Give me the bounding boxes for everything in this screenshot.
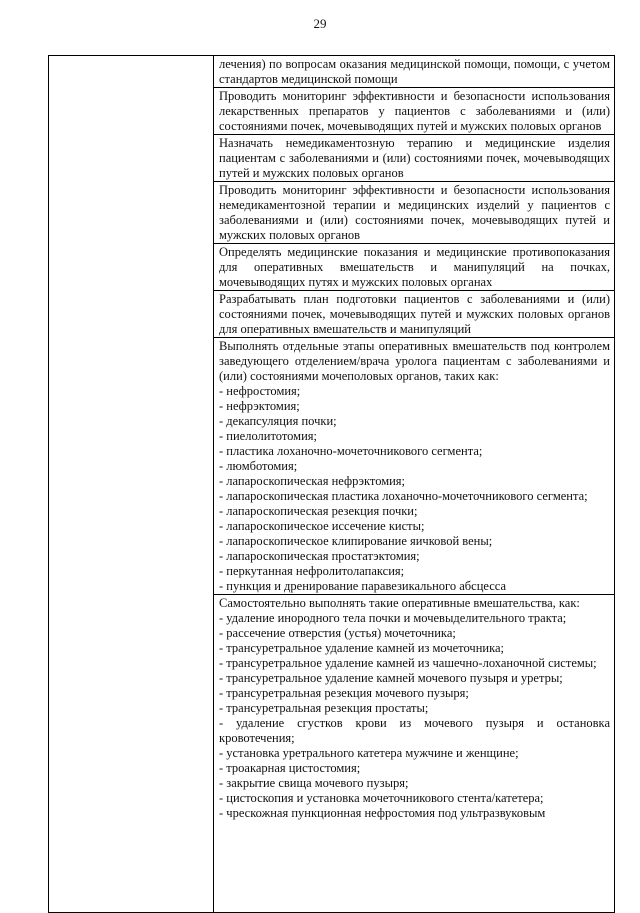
list-item: - пиелолитотомия; [219,429,317,443]
list-item: - люмботомия; [219,459,298,473]
competency-table [48,55,615,913]
table-row [214,338,614,595]
list-item: - нефростомия; [219,384,301,398]
table-left-column [49,56,214,912]
row-paragraph: Проводить мониторинг эффективности и безопасности использования лекарственных препаратов у пациентов с заболеваниями и (или) состояниями почек, мочевыводящих путей и мужских половых органов [219,89,610,133]
table-row [214,291,614,338]
list-item: - декапсуляция почки; [219,414,337,428]
table-row [214,56,614,88]
list-item: - установка уретрального катетера мужчине и женщине; [219,746,519,760]
list-item: - трансуретральное удаление камней из чашечно-лоханочной системы; [219,656,597,670]
list-item: - чрескожная пункционная нефростомия под ультразвуковым [219,806,546,820]
list-item: - трансуретральная резекция мочевого пузыря; [219,686,469,700]
row-paragraph: Самостоятельно выполнять такие оперативные вмешательства, как: [219,596,580,610]
list-item: - трансуретральная резекция простаты; [219,701,429,715]
row-paragraph: Проводить мониторинг эффективности и безопасности использования немедикаментозной терапии и медицинских изделий у пациентов с заболеваниями и (или) состояниями почек, мочевыводящих путей и мужских половых органов [219,183,610,242]
procedure-list [219,384,610,594]
page-number: 29 [313,16,327,31]
row-paragraph: лечения) по вопросам оказания медицинской помощи, помощи, с учетом стандартов медицинской помощи [219,57,610,86]
list-item: - трансуретральное удаление камней из мочеточника; [219,641,504,655]
list-item: - пункция и дренирование паравезикального абсцесса [219,579,507,593]
list-item: - перкутанная нефролитолапаксия; [219,564,405,578]
row-paragraph: Разрабатывать план подготовки пациентов с заболеваниями и (или) состояниями почек, мочевыводящих путей и мужских половых органов для оперативных вмешательств и манипуляций [219,292,610,336]
list-item: - лапароскопическая резекция почки; [219,504,418,518]
list-item: - рассечение отверстия (устья) мочеточника; [219,626,456,640]
row-paragraph: Назначать немедикаментозную терапию и медицинские изделия пациентам с заболеваниями и (или) состояниями почек, мочевыводящих путей и мужских половых органов [219,136,610,180]
list-item: - пластика лоханочно-мочеточникового сегмента; [219,444,483,458]
list-item: - лапароскопическое иссечение кисты; [219,519,425,533]
list-item: - троакарная цистостомия; [219,761,361,775]
list-item: - трансуретральное удаление камней мочевого пузыря и уретры; [219,671,563,685]
table-row [214,88,614,135]
table-row [214,595,614,821]
list-item: - удаление сгустков крови из мочевого пузыря и остановка кровотечения; [219,716,610,745]
list-item: - нефрэктомия; [219,399,300,413]
list-item: - лапароскопическая нефрэктомия; [219,474,406,488]
list-item: - цистоскопия и установка мочеточникового стента/катетера; [219,791,544,805]
list-item: - лапароскопическая простатэктомия; [219,549,420,563]
procedure-list [219,611,610,821]
table-row [214,182,614,244]
table-row [214,244,614,291]
list-item: - закрытие свища мочевого пузыря; [219,776,409,790]
table-row [214,135,614,182]
row-paragraph: Определять медицинские показания и медицинские противопоказания для оперативных вмешательств и манипуляций на почках, мочевыводящих путях и мужских половых органах [219,245,610,289]
list-item: - лапароскопическая пластика лоханочно-мочеточникового сегмента; [219,489,588,503]
row-paragraph: Выполнять отдельные этапы оперативных вмешательств под контролем заведующего отделением/врача уролога пациентам с заболеваниями и (или) состояниями мочеполовых органов, таких как: [219,339,610,383]
table-right-column [214,56,614,821]
list-item: - удаление инородного тела почки и мочевыделительного тракта; [219,611,567,625]
list-item: - лапароскопическое клипирование яичковой вены; [219,534,493,548]
